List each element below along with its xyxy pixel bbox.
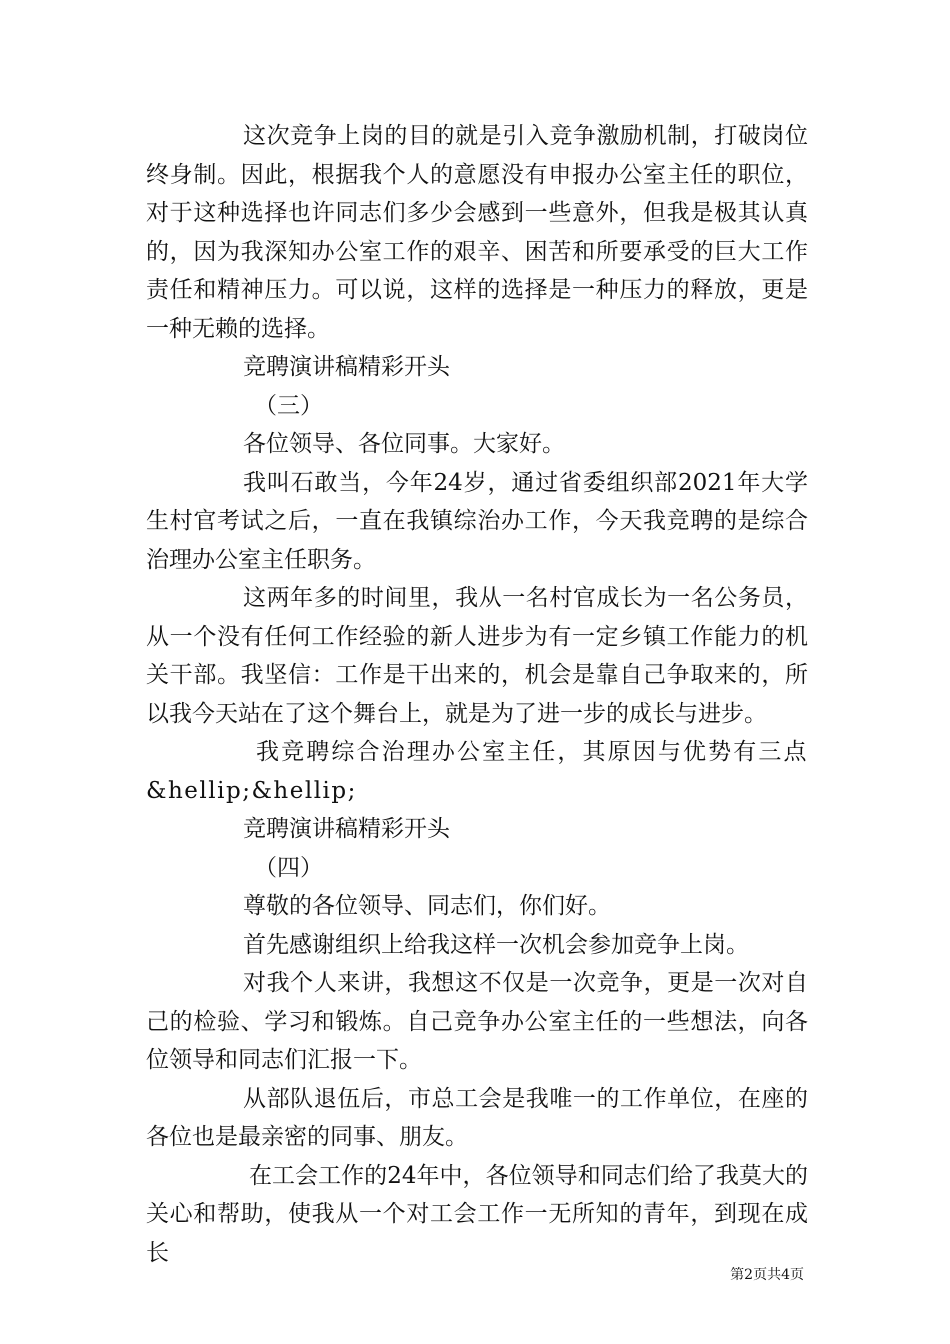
paragraph-union-work: 在工会工作的24年中，各位领导和同志们给了我莫大的关心和帮助，使我从一个对工会工作一无所知的青年，到现在成长 (146, 1162, 808, 1266)
document-body (146, 117, 808, 1272)
paragraph-reasons: 我竞聘综合治理办公室主任，其原因与优势有三点&hellip;&hellip; (146, 739, 808, 804)
paragraph-competition-purpose: 这次竞争上岗的目的就是引入竞争激励机制，打破岗位终身制。因此，根据我个人的意愿没有申报办公室主任的职位，对于这种选择也许同志们多少会感到一些意外，但我是极其认真的，因为我深知办公室工作的艰辛、困苦和所要承受的巨大工作责任和精神压力。可以说，这样的选择是一种压力的释放，更是一种无赖的选择。 (146, 123, 808, 342)
section-heading-opening-2: 竞聘演讲稿精彩开头 (243, 816, 450, 842)
paragraph-personal-view: 对我个人来讲，我想这不仅是一次竞争，更是一次对自己的检验、学习和锻炼。自己竞争办公室主任的一些想法，向各位领导和同志们汇报一下。 (146, 970, 808, 1073)
paragraph-military-background: 从部队退伍后，市总工会是我唯一的工作单位，在座的各位也是最亲密的同事、朋友。 (146, 1085, 808, 1150)
paragraph-self-introduction: 我叫石敢当，今年24岁，通过省委组织部2021年大学生村官考试之后，一直在我镇综治办工作，今天我竞聘的是综合治理办公室主任职务。 (146, 469, 808, 573)
paragraph-growth: 这两年多的时间里，我从一名村官成长为一名公务员，从一个没有任何工作经验的新人进步为有一定乡镇工作能力的机关干部。我坚信：工作是干出来的，机会是靠自己争取来的，所以我今天站在了这个舞台上，就是为了进一步的成长与进步。 (146, 585, 808, 727)
section-number-three: （三） (254, 392, 323, 419)
paragraph-greeting: 各位领导、各位同事。大家好。 (243, 431, 565, 457)
page-number: 第2页共4页 (730, 1267, 804, 1283)
section-number-four: （四） (254, 854, 323, 881)
paragraph-greeting-2: 尊敬的各位领导、同志们，你们好。 (243, 893, 611, 919)
paragraph-thanks: 首先感谢组织上给我这样一次机会参加竞争上岗。 (243, 931, 749, 958)
section-heading-opening: 竞聘演讲稿精彩开头 (243, 354, 450, 380)
